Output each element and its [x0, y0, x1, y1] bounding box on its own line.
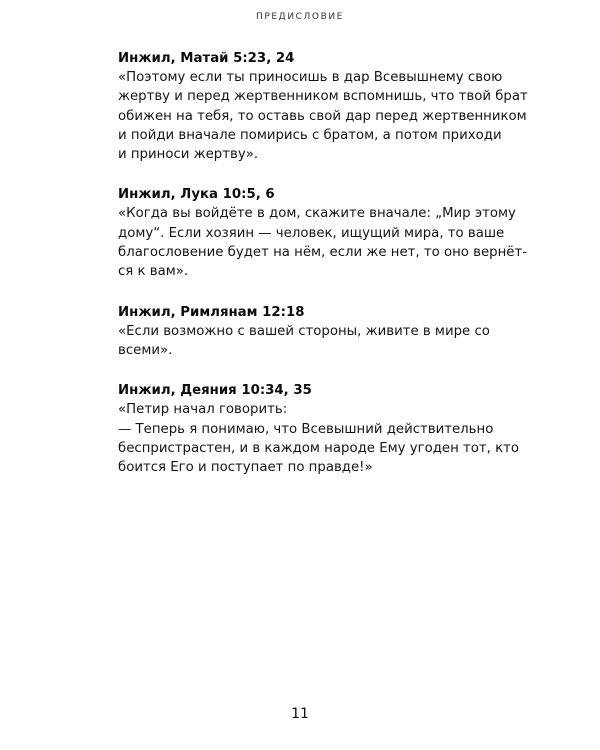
- quotation-line: «Если возможно с вашей стороны, живите в мире со: [118, 323, 490, 339]
- quotation-line: «Поэтому если ты приносишь в дар Всевышнему свою: [118, 70, 503, 85]
- quotation-line: дому“. Если хозяин — человек, ищущий мира, то ваше: [118, 225, 505, 241]
- quotation-line: всеми».: [118, 342, 173, 358]
- quotation-line: беспристрастен, и в каждом народе Ему угоден тот, кто: [118, 440, 519, 456]
- quotation-entry: [118, 303, 498, 361]
- quotation-line: «Когда вы войдёте в дом, скажите вначале: „Мир этому: [118, 206, 516, 222]
- quotation-reference: Инжил, Деяния 10:34, 35: [118, 383, 312, 399]
- quotation-reference: Инжил, Римлянам 12:18: [118, 304, 305, 320]
- page-number: 11: [291, 706, 309, 722]
- quotation-line: и приноси жертву».: [118, 147, 259, 163]
- quotation-entry: [118, 49, 528, 164]
- quotation-entry: [118, 381, 519, 477]
- quotation-line: благословение будет на нём, если же нет, то оно вернёт-: [118, 245, 528, 261]
- quotation-entry: [118, 185, 528, 281]
- quotation-line: боится Его и поступает по правде!»: [118, 460, 373, 476]
- quotation-line: жертву и перед жертвенником вспомнишь, что твой брат: [118, 89, 528, 105]
- quotations-section: [118, 49, 528, 498]
- quotation-line: обижен на тебя, то оставь свой дар перед жертвенником: [118, 108, 527, 124]
- quotation-line: ся к вам».: [118, 264, 189, 280]
- quotation-line: «Петир начал говорить:: [118, 402, 288, 418]
- quotation-line: — Теперь я понимаю, что Всевышний действительно: [118, 421, 494, 437]
- quotation-reference: Инжил, Матай 5:23, 24: [118, 51, 295, 66]
- quotation-reference: Инжил, Лука 10:5, 6: [118, 187, 275, 203]
- running-header: ПРЕДИСЛОВИЕ: [256, 12, 344, 22]
- quotation-line: и пойди вначале помирись с братом, а потом приходи: [118, 127, 502, 143]
